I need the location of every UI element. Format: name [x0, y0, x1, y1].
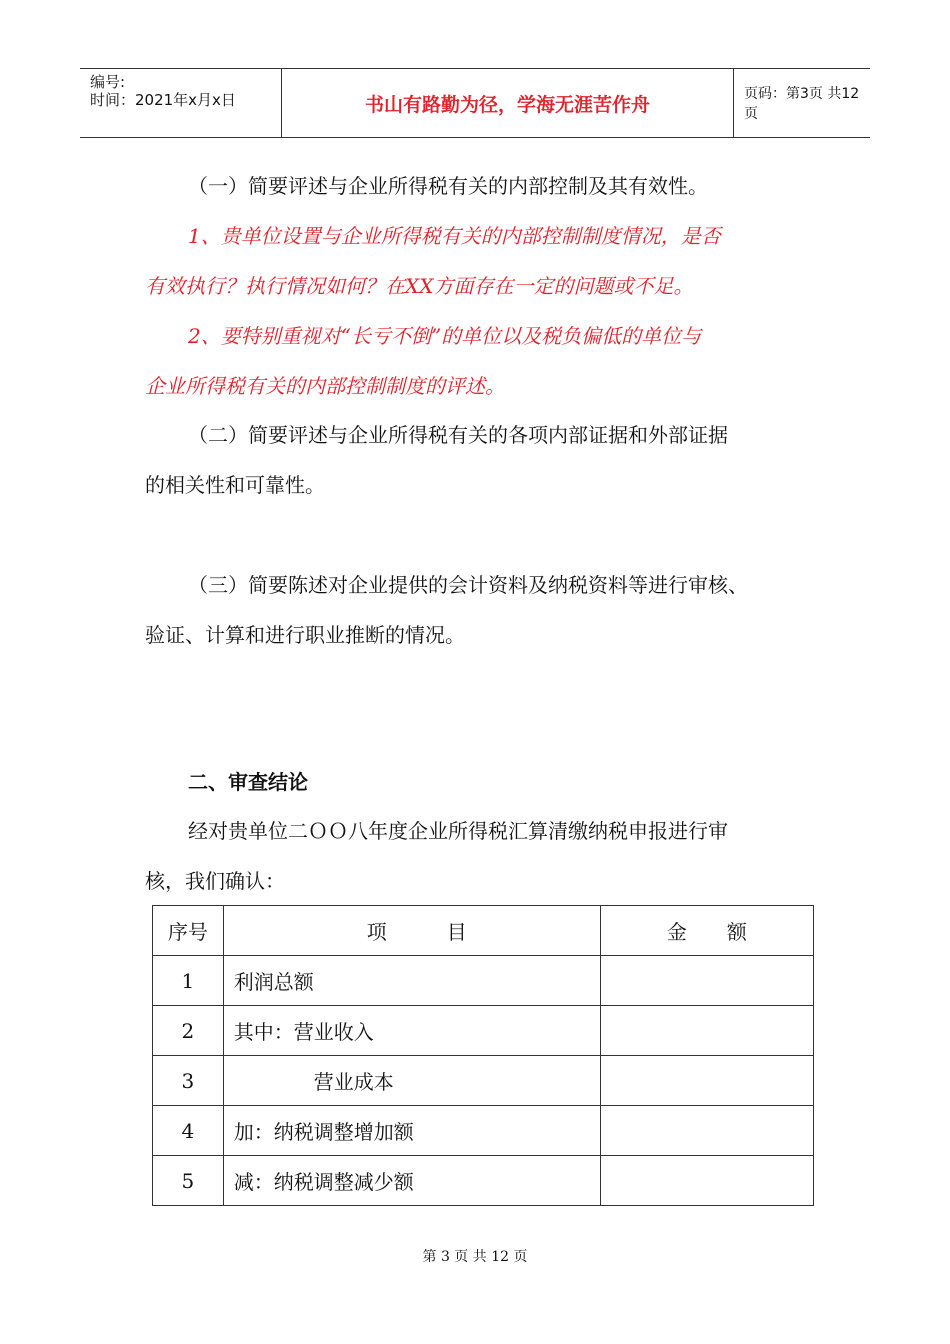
header-motto: 书山有路勤为径，学海无涯苦作舟	[282, 69, 734, 137]
paragraph-internal-control: （一）简要评述与企业所得税有关的内部控制及其有效性。	[188, 174, 708, 198]
table-row	[153, 1056, 814, 1106]
table-row	[153, 1006, 814, 1056]
table-row	[153, 1156, 814, 1206]
paragraph-evidence-line2: 的相关性和可靠性。	[145, 473, 325, 497]
page-header	[80, 68, 870, 138]
row-no: 2	[153, 1006, 224, 1056]
paragraph-conclusion-line1: 经对贵单位二ＯＯ八年度企业所得税汇算清缴纳税申报进行审	[188, 819, 728, 843]
header-cell-item: 项 目	[223, 906, 600, 956]
section-title-conclusion: 二、审查结论	[188, 770, 308, 794]
paragraph-review-line1: （三）简要陈述对企业提供的会计资料及纳税资料等进行审核、	[188, 573, 748, 597]
header-meta	[80, 69, 282, 137]
table-row	[153, 1106, 814, 1156]
row-no: 4	[153, 1106, 224, 1156]
row-item: 加：纳税调整增加额	[223, 1106, 600, 1156]
row-item: 其中：营业收入	[223, 1006, 600, 1056]
page-footer: 第 3 页 共 12 页	[422, 1249, 528, 1265]
row-item: 营业成本	[223, 1056, 600, 1106]
red-note-1-line2: 有效执行？执行情况如何？在XX方面存在一定的问题或不足。	[145, 274, 694, 298]
table-row	[153, 956, 814, 1006]
paragraph-conclusion-line2: 核，我们确认：	[145, 869, 285, 893]
header-cell-amount: 金 额	[600, 906, 813, 956]
table-header-row	[153, 906, 814, 956]
row-amount	[600, 1156, 813, 1206]
row-amount	[600, 1006, 813, 1056]
red-note-2-line1: 2、要特别重视对“长亏不倒”的单位以及税负偏低的单位与	[188, 324, 702, 348]
red-note-2-line2: 企业所得税有关的内部控制制度的评述。	[145, 374, 505, 398]
row-no: 5	[153, 1156, 224, 1206]
paragraph-review-line2: 验证、计算和进行职业推断的情况。	[145, 623, 465, 647]
number-label: 编号:	[90, 73, 126, 91]
paragraph-evidence-line1: （二）简要评述与企业所得税有关的各项内部证据和外部证据	[188, 423, 728, 447]
row-no: 1	[153, 956, 224, 1006]
header-page-info: 页码：第3页 共12页	[744, 86, 860, 122]
row-amount	[600, 1056, 813, 1106]
red-note-1-line1: 1、贵单位设置与企业所得税有关的内部控制制度情况，是否	[188, 224, 721, 248]
row-amount	[600, 956, 813, 1006]
header-cell-no: 序号	[153, 906, 224, 956]
review-table	[152, 905, 814, 1206]
row-item: 减：纳税调整减少额	[223, 1156, 600, 1206]
row-amount	[600, 1106, 813, 1156]
time-label: 时间：2021年x月x日	[90, 91, 236, 109]
row-no: 3	[153, 1056, 224, 1106]
row-item: 利润总额	[223, 956, 600, 1006]
